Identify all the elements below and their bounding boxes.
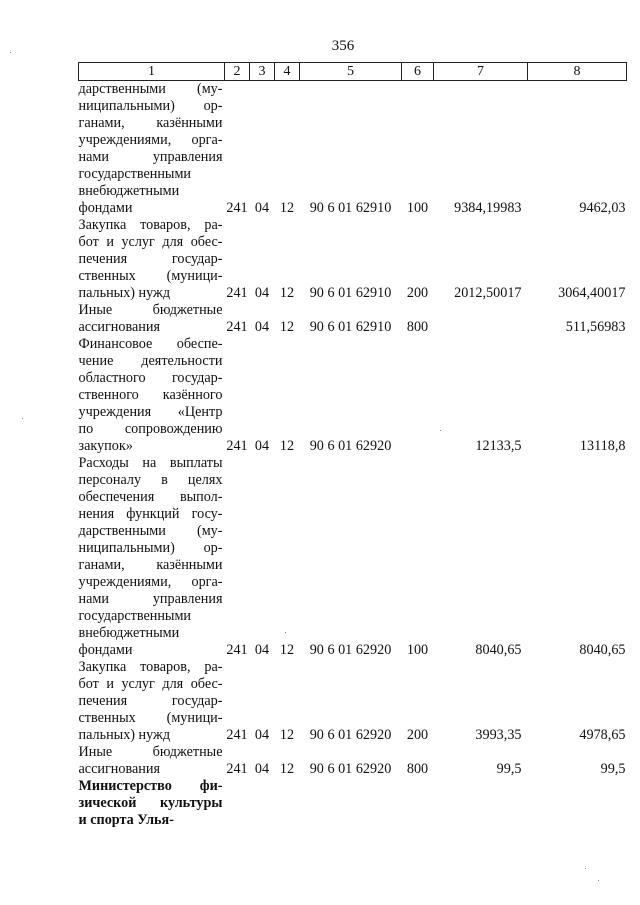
amount-col7-cell: 8040,65 bbox=[475, 642, 522, 658]
expense-type-cell: 200 bbox=[406, 285, 429, 301]
amount-col7-cell: 9384,19983 bbox=[454, 200, 522, 216]
section-cell bbox=[250, 778, 275, 829]
section-cell: 04 bbox=[254, 761, 270, 777]
target-article-cell: 90 6 01 62920 bbox=[309, 438, 392, 454]
subsection-cell: 12 bbox=[279, 761, 295, 777]
scan-speck bbox=[585, 868, 586, 869]
description-line: Закупка товаров, ра- bbox=[78, 659, 223, 675]
description-line: нами управления bbox=[78, 591, 223, 607]
amount-col8-cell: 3064,40017 bbox=[558, 285, 626, 301]
table-row bbox=[79, 217, 627, 302]
description-line: внебюджетными bbox=[78, 183, 180, 199]
amount-col8-cell: 8040,65 bbox=[579, 642, 626, 658]
description-line: ганами, казёнными bbox=[78, 115, 223, 131]
description-line: фондами bbox=[78, 642, 133, 658]
admin-code-cell: 241 bbox=[226, 200, 248, 216]
subsection-cell: 12 bbox=[279, 285, 295, 301]
subsection-cell: 12 bbox=[279, 438, 295, 454]
row-description bbox=[79, 778, 225, 829]
description-line: ниципальными) ор- bbox=[78, 98, 223, 114]
row-description bbox=[79, 217, 225, 302]
description-line: бот и услуг для обес- bbox=[78, 676, 223, 692]
subsection-cell: 12 bbox=[279, 642, 295, 658]
description-line: закупок» bbox=[78, 438, 133, 454]
expense-type-cell: 200 bbox=[406, 727, 429, 743]
header-cell-8: 8 bbox=[528, 63, 627, 81]
row-description bbox=[79, 659, 225, 744]
table-body bbox=[79, 81, 627, 830]
header-cell-4: 4 bbox=[275, 63, 300, 81]
table-row bbox=[79, 81, 627, 218]
row-description bbox=[79, 302, 225, 336]
description-line: ассигнования bbox=[78, 319, 161, 335]
description-line: пальных) нужд bbox=[78, 285, 171, 301]
description-line: и спорта Улья- bbox=[78, 812, 174, 828]
admin-code-cell: 241 bbox=[226, 761, 248, 777]
expense-type-cell bbox=[402, 336, 434, 455]
scan-speck bbox=[440, 430, 441, 431]
header-cell-2: 2 bbox=[225, 63, 250, 81]
description-line: нения функций госу- bbox=[78, 506, 223, 522]
row-description bbox=[79, 744, 225, 778]
description-line: ассигнования bbox=[78, 761, 161, 777]
expense-type-cell bbox=[402, 778, 434, 829]
section-cell: 04 bbox=[254, 200, 270, 216]
admin-code-cell: 241 bbox=[226, 285, 248, 301]
description-line: Иные бюджетные bbox=[78, 744, 223, 760]
description-line: ственных (муници- bbox=[78, 268, 223, 284]
expense-type-cell: 100 bbox=[406, 200, 429, 216]
header-cell-5: 5 bbox=[300, 63, 402, 81]
description-line: ственного казённого bbox=[78, 387, 223, 403]
target-article-cell: 90 6 01 62920 bbox=[309, 761, 392, 777]
amount-col8-cell: 13118,8 bbox=[579, 438, 626, 454]
description-line: дарственными (му- bbox=[78, 523, 223, 539]
description-line: ганами, казёнными bbox=[78, 557, 223, 573]
subsection-cell: 12 bbox=[279, 319, 295, 335]
description-line: государственными bbox=[78, 608, 192, 624]
admin-code-cell: 241 bbox=[226, 438, 248, 454]
section-cell: 04 bbox=[254, 438, 270, 454]
subsection-cell bbox=[275, 778, 300, 829]
description-line: учреждения «Центр bbox=[78, 404, 223, 420]
description-line: по сопровождению bbox=[78, 421, 223, 437]
amount-col8-cell: 9462,03 bbox=[579, 200, 626, 216]
amount-col7-cell bbox=[434, 778, 528, 829]
table-row bbox=[79, 455, 627, 659]
page-number: 356 bbox=[331, 38, 355, 54]
description-line: внебюджетными bbox=[78, 625, 180, 641]
table-row bbox=[79, 302, 627, 336]
budget-table bbox=[78, 62, 627, 829]
subsection-cell: 12 bbox=[279, 727, 295, 743]
expense-type-cell: 800 bbox=[406, 319, 429, 335]
amount-col8-cell bbox=[528, 778, 627, 829]
row-description bbox=[79, 455, 225, 659]
section-cell: 04 bbox=[254, 642, 270, 658]
description-line: печения государ- bbox=[78, 251, 223, 267]
header-cell-1: 1 bbox=[79, 63, 225, 81]
scan-speck bbox=[22, 418, 23, 419]
amount-col7-cell bbox=[434, 302, 528, 336]
description-line: пальных) нужд bbox=[78, 727, 171, 743]
description-line: Финансовое обеспе- bbox=[78, 336, 223, 352]
amount-col7-cell: 2012,50017 bbox=[454, 285, 522, 301]
description-line: Иные бюджетные bbox=[78, 302, 223, 318]
section-cell: 04 bbox=[254, 285, 270, 301]
admin-code-cell bbox=[225, 778, 250, 829]
description-line: ственных (муници- bbox=[78, 710, 223, 726]
description-line: персоналу в целях bbox=[78, 472, 223, 488]
description-line: фондами bbox=[78, 200, 133, 216]
amount-col7-cell: 3993,35 bbox=[475, 727, 522, 743]
amount-col7-cell: 99,5 bbox=[496, 761, 522, 777]
scan-speck bbox=[285, 632, 286, 633]
scan-speck bbox=[10, 52, 11, 53]
header-row bbox=[79, 63, 627, 81]
row-description bbox=[79, 336, 225, 455]
amount-col7-cell: 12133,5 bbox=[475, 438, 522, 454]
table-row bbox=[79, 659, 627, 744]
description-line: Расходы на выплаты bbox=[78, 455, 223, 471]
table-row bbox=[79, 336, 627, 455]
header-cell-3: 3 bbox=[250, 63, 275, 81]
target-article-cell: 90 6 01 62910 bbox=[309, 319, 392, 335]
admin-code-cell: 241 bbox=[226, 727, 248, 743]
description-line: бот и услуг для обес- bbox=[78, 234, 223, 250]
description-line: обеспечения выпол- bbox=[78, 489, 223, 505]
target-article-cell: 90 6 01 62920 bbox=[309, 727, 392, 743]
amount-col8-cell: 511,56983 bbox=[565, 319, 626, 335]
table-row bbox=[79, 778, 627, 829]
description-line: нами управления bbox=[78, 149, 223, 165]
description-line: зической культуры bbox=[78, 795, 223, 811]
description-line: Закупка товаров, ра- bbox=[78, 217, 223, 233]
header-cell-6: 6 bbox=[402, 63, 434, 81]
description-line: дарственными (му- bbox=[78, 81, 223, 97]
target-article-cell: 90 6 01 62910 bbox=[309, 200, 392, 216]
amount-col8-cell: 4978,65 bbox=[579, 727, 626, 743]
admin-code-cell: 241 bbox=[226, 319, 248, 335]
table-row bbox=[79, 744, 627, 778]
scan-speck bbox=[598, 880, 599, 881]
header-cell-7: 7 bbox=[434, 63, 528, 81]
subsection-cell: 12 bbox=[279, 200, 295, 216]
description-line: чение деятельности bbox=[78, 353, 223, 369]
target-article-cell: 90 6 01 62920 bbox=[309, 642, 392, 658]
amount-col8-cell: 99,5 bbox=[600, 761, 626, 777]
description-line: учреждениями, орга- bbox=[78, 574, 223, 590]
description-line: государственными bbox=[78, 166, 192, 182]
section-cell: 04 bbox=[254, 727, 270, 743]
expense-type-cell: 100 bbox=[406, 642, 429, 658]
target-article-cell: 90 6 01 62910 bbox=[309, 285, 392, 301]
row-description bbox=[79, 81, 225, 218]
section-cell: 04 bbox=[254, 319, 270, 335]
description-line: областного государ- bbox=[78, 370, 223, 386]
description-line: ниципальными) ор- bbox=[78, 540, 223, 556]
target-article-cell bbox=[300, 778, 402, 829]
admin-code-cell: 241 bbox=[226, 642, 248, 658]
description-line: Министерство фи- bbox=[78, 778, 223, 794]
description-line: печения государ- bbox=[78, 693, 223, 709]
description-line: учреждениями, орга- bbox=[78, 132, 223, 148]
expense-type-cell: 800 bbox=[406, 761, 429, 777]
